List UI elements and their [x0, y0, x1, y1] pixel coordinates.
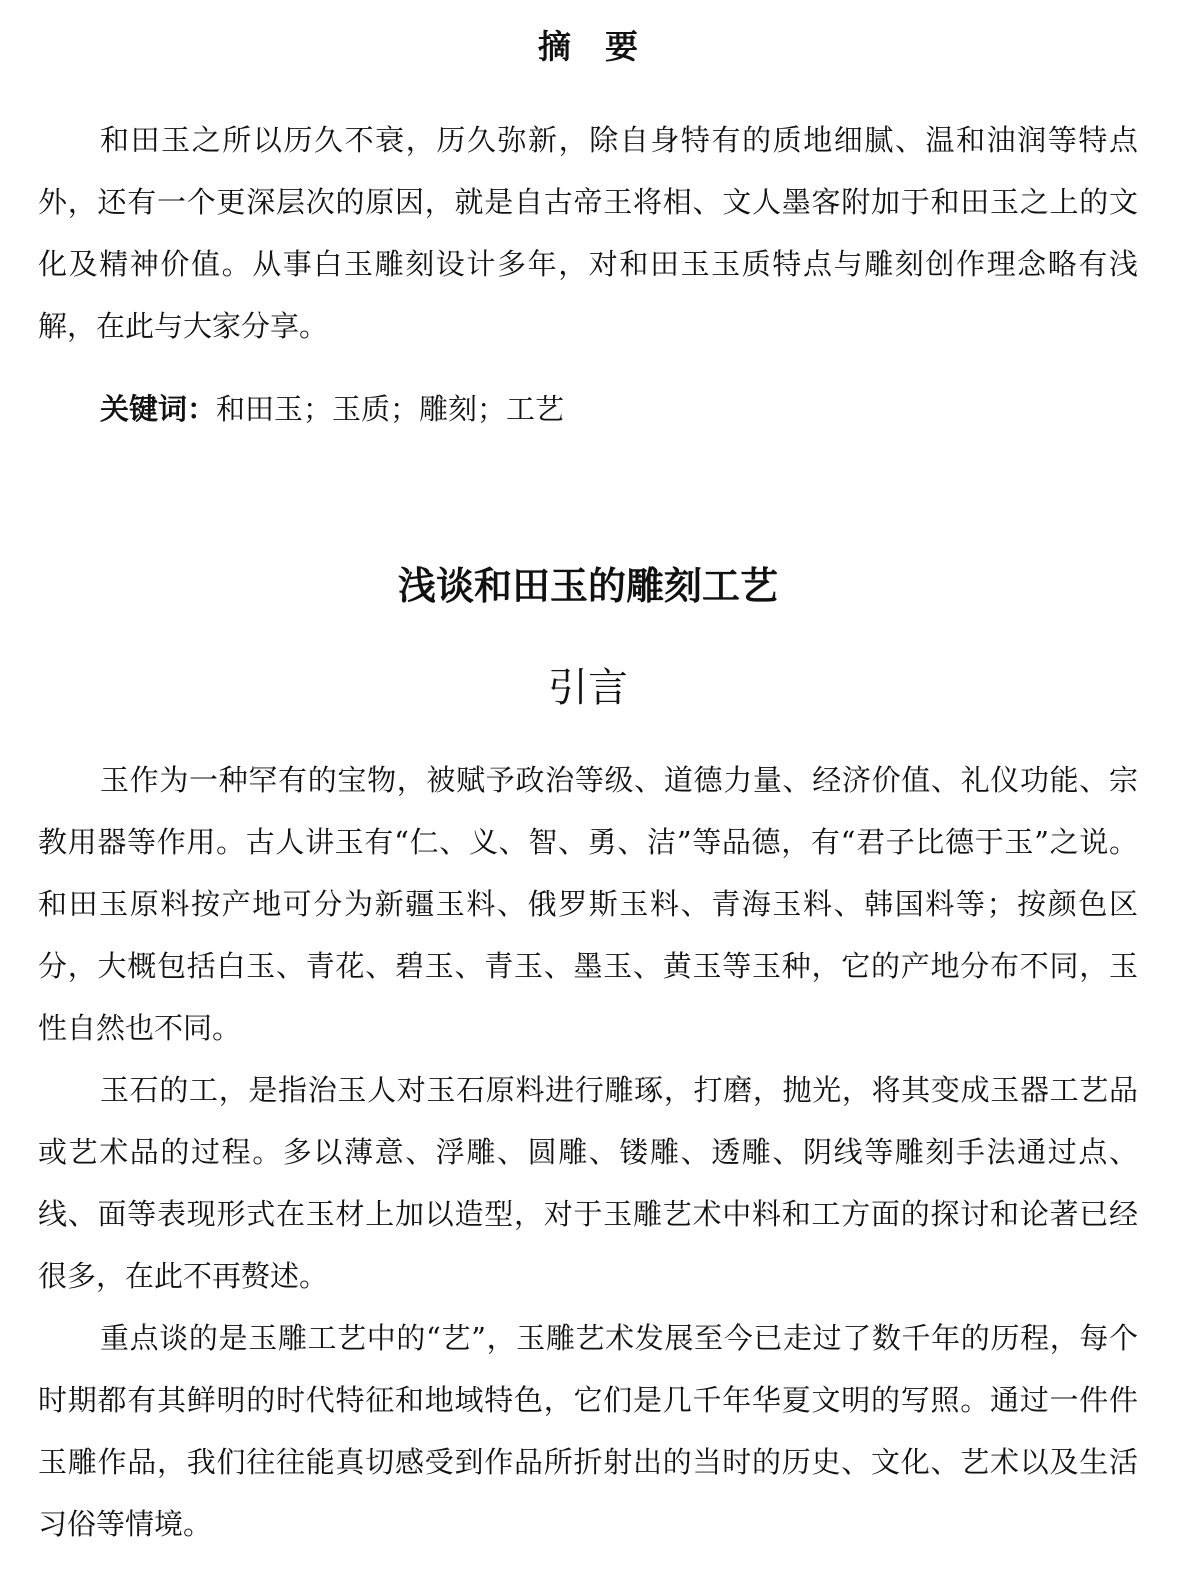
- keywords-line: [100, 378, 564, 440]
- keywords-values: 和田玉；玉质；雕刻；工艺: [216, 392, 565, 426]
- abstract-heading: 摘要: [538, 27, 672, 66]
- introduction-heading: 引言: [548, 665, 628, 711]
- introduction-paragraph-3: 重点谈的是玉雕工艺中的“艺”，玉雕艺术发展至今已走过了数千年的历程，每个时期都有其鲜明的时代特征和地域特色，它们是几千年华夏文明的写照。通过一件件玉雕作品，我们往往能真切感受到作品所折射出的当时的历史、文化、艺术以及生活习俗等情境。: [38, 1321, 1138, 1541]
- introduction-paragraph-2: 玉石的工，是指治玉人对玉石原料进行雕琢，打磨，抛光，将其变成玉器工艺品或艺术品的过程。多以薄意、浮雕、圆雕、镂雕、透雕、阴线等雕刻手法通过点、线、面等表现形式在玉材上加以造型，对于玉雕艺术中料和工方面的探讨和论著已经很多，在此不再赘述。: [38, 1073, 1138, 1293]
- abstract-paragraph: 和田玉之所以历久不衰，历久弥新，除自身特有的质地细腻、温和油润等特点外，还有一个更深层次的原因，就是自古帝王将相、文人墨客附加于和田玉之上的文化及精神价值。从事白玉雕刻设计多年，对和田玉玉质特点与雕刻创作理念略有浅解，在此与大家分享。: [38, 123, 1138, 343]
- paper-title: 浅谈和田玉的雕刻工艺: [397, 564, 778, 608]
- abstract-section: [38, 109, 1138, 357]
- keywords-label: 关键词：: [100, 392, 217, 426]
- introduction-section: [38, 749, 1138, 1555]
- introduction-paragraph-1: 玉作为一种罕有的宝物，被赋予政治等级、道德力量、经济价值、礼仪功能、宗教用器等作用。古人讲玉有“仁、义、智、勇、洁”等品德，有“君子比德于玉”之说。 和田玉原料按产地可分为新疆玉料、俄罗斯玉料、青海玉料、韩国料等；按颜色区分，大概包括白玉、青花、碧玉、青玉、墨玉、黄玉等玉种，它的产地分布不同，玉性自然也不同。: [38, 763, 1138, 1045]
